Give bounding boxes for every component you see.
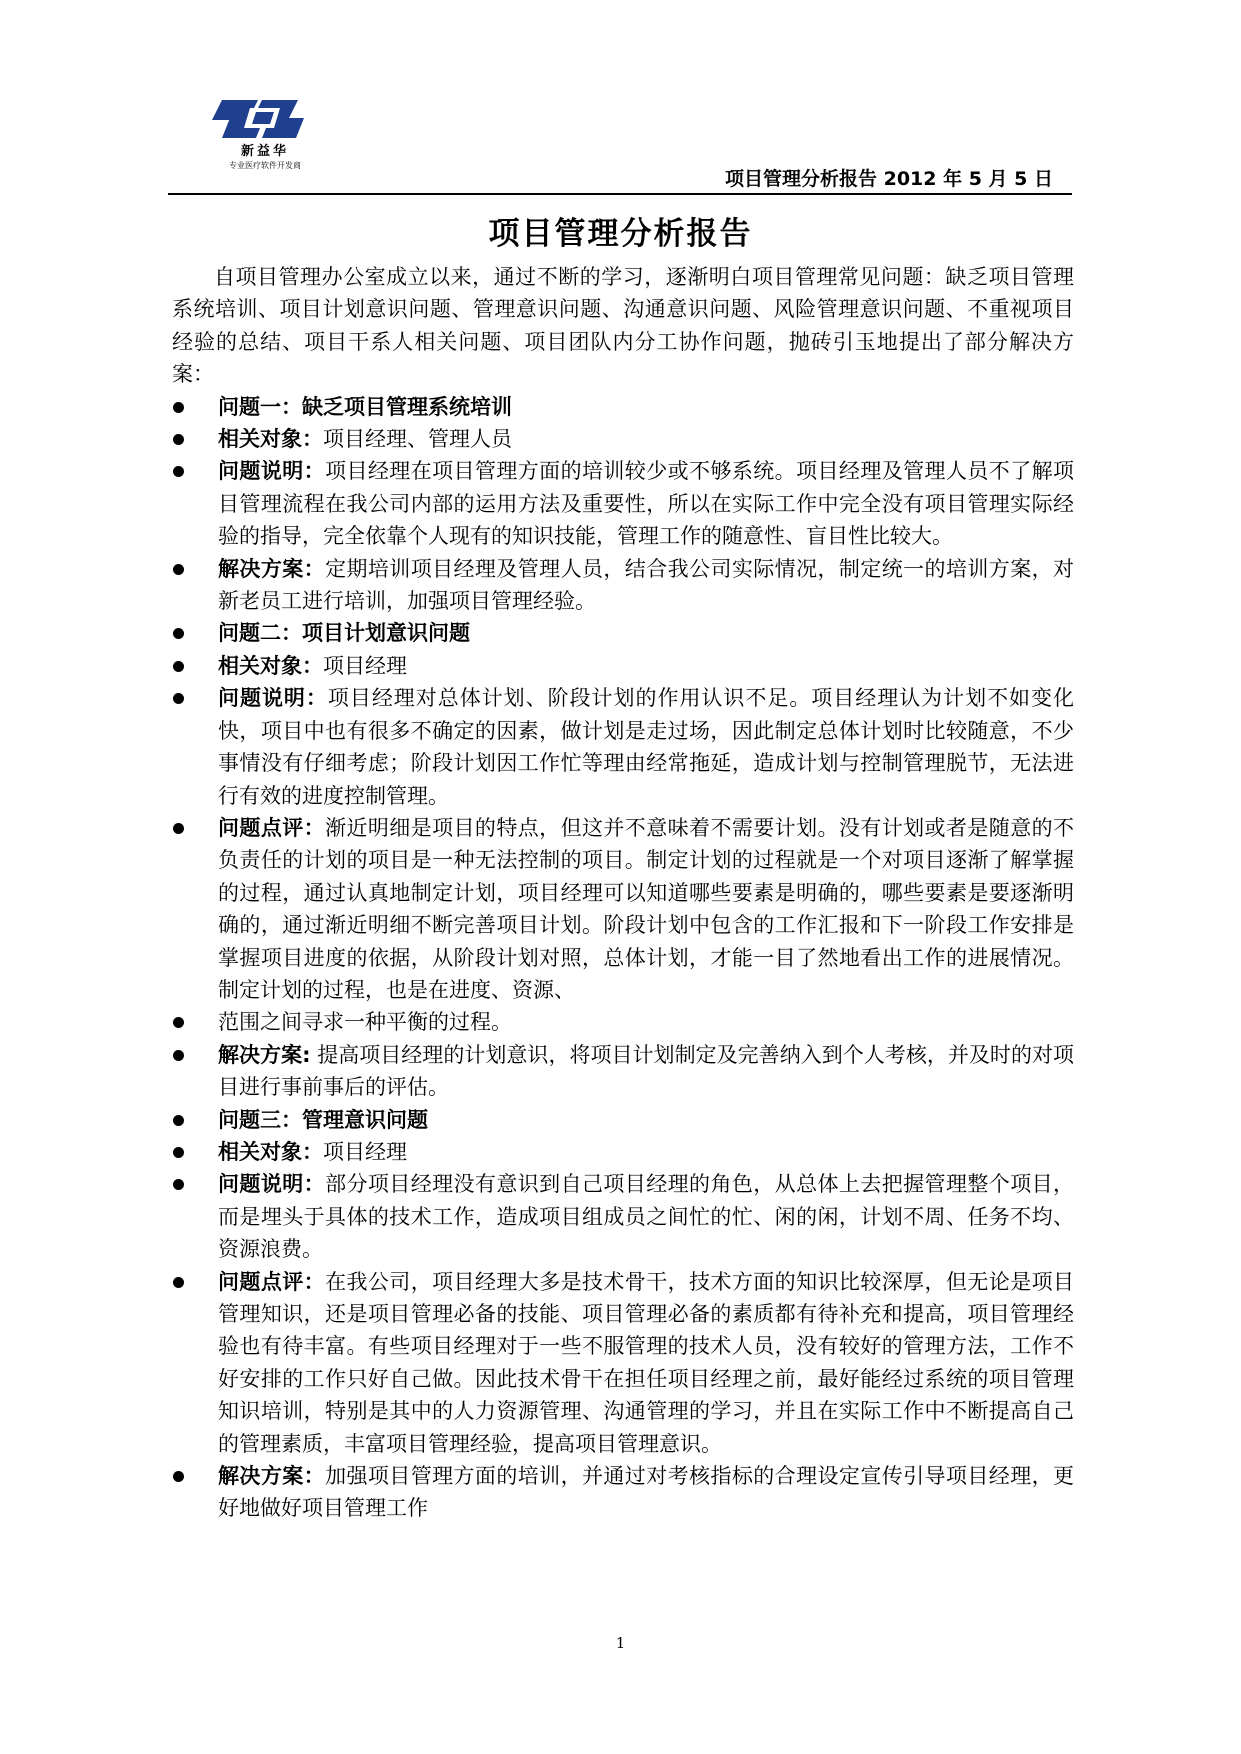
document-body [172, 261, 1074, 1525]
list-item [172, 682, 1074, 812]
list-item [172, 1136, 1074, 1168]
item-label: 问题三：管理意识问题 [218, 1107, 428, 1132]
list-item [172, 1460, 1074, 1525]
item-label: 相关对象： [218, 427, 323, 452]
item-text: 范围之间寻求一种平衡的过程。 [218, 1010, 512, 1035]
item-label: 问题说明： [218, 459, 326, 484]
document-title: 项目管理分析报告 [488, 216, 753, 252]
item-label: 相关对象： [218, 1139, 323, 1164]
item-label: 问题点评： [218, 815, 326, 840]
item-label: 问题一：缺乏项目管理系统培训 [218, 394, 512, 419]
item-label: 问题说明： [218, 686, 328, 711]
list-item [172, 812, 1074, 1006]
bullet-icon [173, 1471, 184, 1482]
bullet-list [172, 391, 1074, 1525]
item-text: 项目经理 [323, 1139, 407, 1164]
bullet-icon [173, 1115, 184, 1126]
bullet-icon [173, 1147, 184, 1158]
list-item [172, 617, 1074, 649]
list-item [172, 650, 1074, 682]
list-item [172, 1039, 1074, 1104]
item-text: 项目经理对总体计划、阶段计划的作用认识不足。项目经理认为计划不如变化快，项目中也有很多不确定的因素，做计划是走过场，因此制定总体计划时比较随意，不少事情没有仔细考虑；阶段计划因工作忙等理由经常拖延，造成计划与控制管理脱节，无法进行有效的进度控制管理。 [218, 686, 1075, 808]
bullet-icon [173, 1277, 184, 1288]
item-text: 提高项目经理的计划意识，将项目计划制定及完善纳入到个人考核，并及时的对项目进行事前事后的评估。 [218, 1042, 1074, 1100]
item-text: 加强项目管理方面的培训，并通过对考核指标的合理设定宣传引导项目经理，更好地做好项目管理工作 [218, 1464, 1075, 1521]
item-label: 解决方案： [218, 556, 326, 581]
header-divider [168, 193, 1072, 195]
item-label: 相关对象： [218, 653, 323, 678]
item-text: 定期培训项目经理及管理人员，结合我公司实际情况，制定统一的培训方案，对新老员工进行培训，加强项目管理经验。 [218, 556, 1075, 614]
item-text: 项目经理在项目管理方面的培训较少或不够系统。项目经理及管理人员不了解项目管理流程在我公司内部的运用方法及重要性，所以在实际工作中完全没有项目管理实际经验的指导，完全依靠个人现有的知识技能，管理工作的随意性、盲目性比较大。 [218, 459, 1075, 549]
bullet-icon [173, 693, 184, 704]
item-label: 解决方案: [218, 1042, 311, 1067]
header-report-date: 项目管理分析报告 2012 年 5 月 5 日 [724, 168, 1053, 190]
item-text: 项目经理、管理人员 [323, 427, 512, 452]
bullet-icon [173, 1179, 184, 1190]
logo-slogan: 专业医疗软件开发商 [229, 161, 301, 170]
bullet-icon [173, 466, 184, 477]
list-item [172, 1168, 1074, 1265]
page-number: 1 [615, 1634, 626, 1652]
bullet-icon [173, 434, 184, 445]
item-text: 渐近明细是项目的特点，但这并不意味着不需要计划。没有计划或者是随意的不负责任的计划的项目是一种无法控制的项目。制定计划的过程就是一个对项目逐渐了解掌握的过程，通过认真地制定计划，项目经理可以知道哪些要素是明确的，哪些要素是要逐渐明确的，通过渐近明细不断完善项目计划。阶段计划中包含的工作汇报和下一阶段工作安排是掌握项目进度的依据，从阶段计划对照，总体计划，才能一目了然地看出工作的进展情况。制定计划的过程，也是在进度、资源、 [218, 815, 1075, 1002]
bullet-icon [173, 564, 184, 575]
logo-mark-icon [200, 98, 330, 142]
item-text: 项目经理 [323, 653, 407, 678]
bullet-icon [173, 628, 184, 639]
list-item [172, 455, 1074, 552]
bullet-icon [173, 661, 184, 672]
list-item [172, 1104, 1074, 1136]
intro-paragraph: 自项目管理办公室成立以来，通过不断的学习，逐渐明白项目管理常见问题：缺乏项目管理系统培训、项目计划意识问题、管理意识问题、沟通意识问题、风险管理意识问题、不重视项目经验的总结、项目干系人相关问题、项目团队内分工协作问题，抛砖引玉地提出了部分解决方案： [172, 265, 1074, 387]
item-text: 部分项目经理没有意识到自己项目经理的角色，从总体上去把握管理整个项目，而是埋头于具体的技术工作，造成项目组成员之间忙的忙、闲的闲，计划不周、任务不均、资源浪费。 [218, 1172, 1075, 1262]
list-item [172, 1266, 1074, 1460]
bullet-icon [173, 1017, 184, 1028]
item-label: 问题说明： [218, 1172, 326, 1197]
bullet-icon [173, 1050, 184, 1061]
item-label: 问题二：项目计划意识问题 [218, 621, 470, 646]
item-label: 解决方案： [218, 1464, 326, 1489]
item-text: 在我公司，项目经理大多是技术骨干，技术方面的知识比较深厚，但无论是项目管理知识，还是项目管理必备的技能、项目管理必备的素质都有待补充和提高，项目管理经验也有待丰富。有些项目经理对于一些不服管理的技术人员，没有较好的管理方法，工作不好安排的工作只好自己做。因此技术骨干在担任项目经理之前，最好能经过系统的项目管理知识培训，特别是其中的人力资源管理、沟通管理的学习，并且在实际工作中不断提高自己的管理素质，丰富项目管理经验，提高项目管理意识。 [218, 1269, 1075, 1456]
company-logo [200, 98, 330, 178]
list-item [172, 391, 1074, 423]
list-item [172, 423, 1074, 455]
logo-company-name: 新益华 [240, 144, 289, 159]
bullet-icon [173, 823, 184, 834]
list-item [172, 1006, 1074, 1038]
bullet-icon [173, 402, 184, 413]
list-item [172, 553, 1074, 618]
item-label: 问题点评： [218, 1269, 326, 1294]
